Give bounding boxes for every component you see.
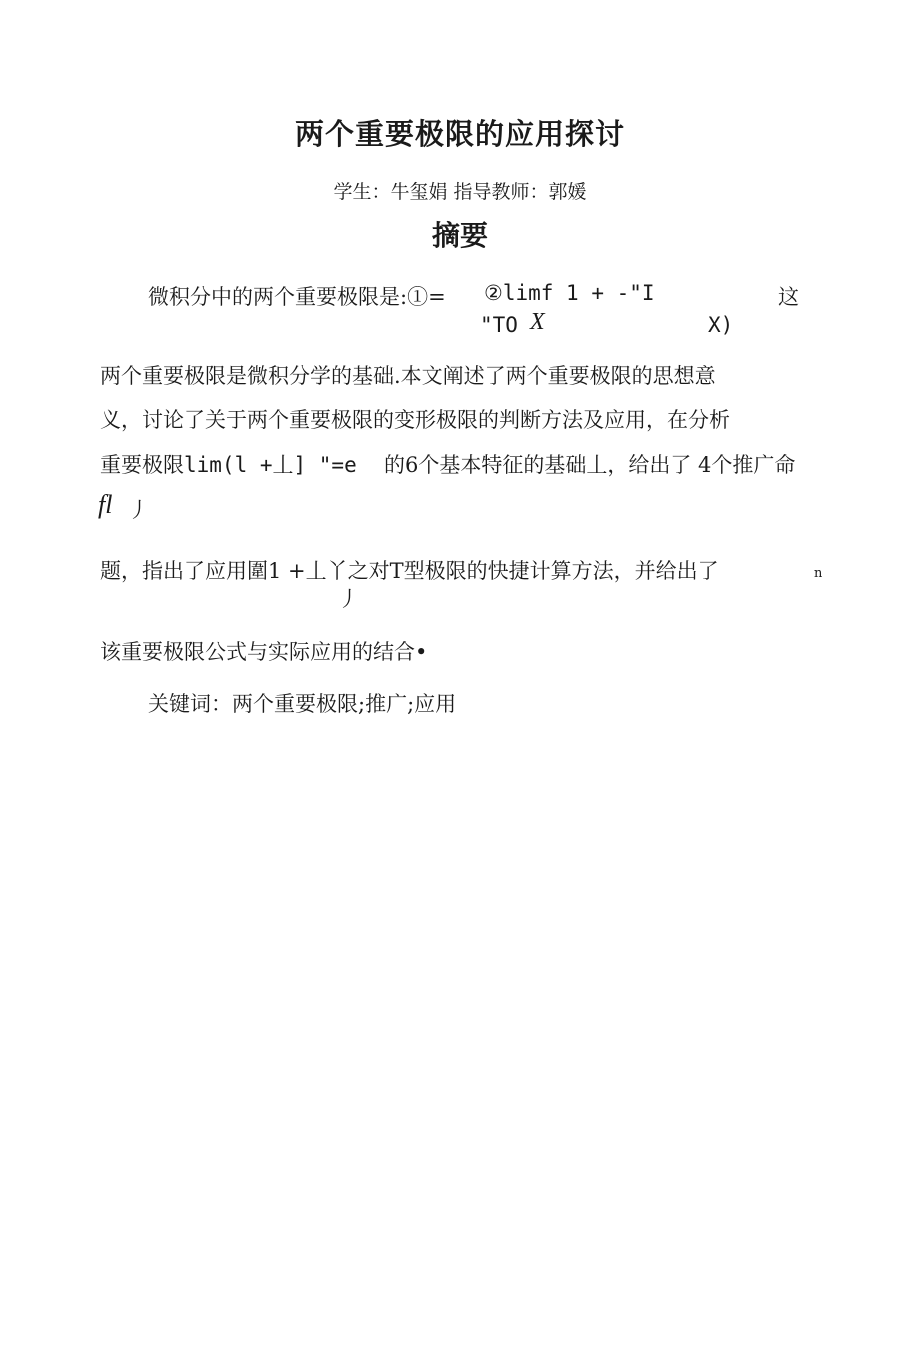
abstract-line-4-sub-j: 丿 <box>128 498 149 522</box>
abstract-line-3: 义，讨论了关于两个重要极限的变形极限的判断方法及应用，在分析 <box>100 408 730 432</box>
abstract-line-1-sub-x: X <box>530 309 545 335</box>
abstract-line-4-rest: 的6个基本特征的基础丄，给出了 4个推广命 <box>384 453 796 477</box>
abstract-line-2: 两个重要极限是微积分学的基础.本文阐述了两个重要极限的思想意 <box>100 364 716 388</box>
abstract-line-1-tail: 这 <box>778 285 799 309</box>
abstract-line-4-text: 重要极限 <box>100 453 184 477</box>
abstract-line-1-formula: ②limf 1 + -"I <box>484 281 655 305</box>
abstract-line-1-sub-a: "TO <box>480 313 518 337</box>
keywords-line: 关键词：两个重要极限;推广;应用 <box>148 692 457 716</box>
abstract-line-6: 该重要极限公式与实际应用的结合• <box>100 640 428 664</box>
paper-title: 两个重要极限的应用探讨 <box>294 117 625 151</box>
abstract-line-4-formula: lim(l +丄] "=e <box>184 453 357 477</box>
abstract-line-5-n: n <box>814 566 823 581</box>
abstract-line-1-text: 微积分中的两个重要极限是:①= <box>148 285 446 309</box>
abstract-line-5-sub-j: 丿 <box>338 587 359 611</box>
author-line: 学生：牛玺娟 指导教师：郭媛 <box>333 181 587 203</box>
abstract-line-5-text: 题，指出了应用圍1 +丄丫之对T型极限的快捷计算方法，并给出了 <box>100 559 719 583</box>
abstract-line-1-sub-b: X) <box>708 313 734 337</box>
abstract-line-4-sub-fl: fl <box>98 490 113 519</box>
abstract-heading: 摘要 <box>431 219 488 252</box>
